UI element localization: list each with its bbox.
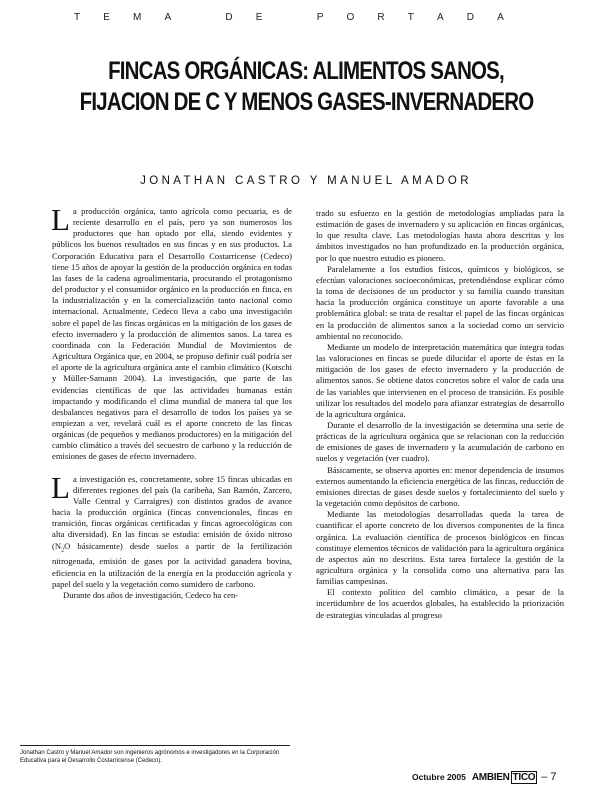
paragraph xyxy=(51,202,292,463)
paragraph: trado su esfuerzo en la gestión de metodologías ampliadas para la estimación de gases de invernadero y su aplicación en fincas orgánicas, lo que resulta clave. Las metodologías hasta ahora descritas y los ámbitos investigados no han profundizado en la producción orgánica, por lo que nuestro estudio es pionero. xyxy=(316,208,564,263)
paragraph: El contexto político del cambio climático, a pesar de la incertidumbre de los acuerdos globales, ha establecido la priorización de estrategias vinculadas al progreso xyxy=(316,587,564,620)
paragraph-text: O básicamente) desde suelos a partir de la fertilización nitrogenada, emisión de gases por la actividad ganadera bovina, eficiencia en la utilización de la energía en la producción agrícola y papel del suelo y la vegetación como sumidero de carbono. xyxy=(52,540,292,589)
paragraph: Durante el desarrollo de la investigación se determina una serie de prácticas de la agricultura orgánica que se relacionan con la reducción de emisiones de gases de invernadero y la acumulación de carbono en suelos y vegetación (ver cuadro). xyxy=(316,419,564,464)
section-letter: T xyxy=(74,12,81,23)
section-letter: T xyxy=(407,12,414,23)
section-letter: A xyxy=(497,12,504,23)
section-label xyxy=(74,12,504,23)
paragraph-text: a producción orgánica, tanto agrícola como pecuaria, es de reciente desarrollo en el país, pero ya son numerosos los productores que han optado por ella, siendo evidentes y públicos los buenos resultados en sus fincas y en sus productos. La Corporación Educativa para el Desarrollo Costarricense (Cedeco) tiene 15 años de apoyar la gestión de la producción orgánica en todas las fases de la cadena agroalimentaria, procurando el protagonismo del productor y el consumidor orgánico en la producción en finca, en la industrialización y en la comercialización tanto nacional como internacional. Actualmente, Cedeco lleva a cabo una investigación sobre el papel de las fincas orgánicas en la mitigación de los gases de efecto invernadero y la producción de alimentos sanos. La tarea es coordinada con la Federación Mundial de Movimientos de Agricultura Orgánica que, en 2004, se propuso definir cuál podría ser el aporte de la agricultura orgánica ante el cambio climático (Kotschi y Müller-Samann 2004). La investigación, que parte de las evidencias científicas de que las actividades humanas están impactando y modificando el clima mundial de manera tal que los desbalances negativos para el desarrollo de todos los países ya se empiezan a ver, revelará cuál es el aporte concreto de las fincas orgánicas (de pequeños y medianos productores) en la mitigación del cambio climático a través del secuestro de carbono y la reducción de emisiones de gases de efecto invernadero. xyxy=(52,206,292,462)
section-letter: A xyxy=(437,12,444,23)
article-title xyxy=(80,56,533,118)
section-letter: O xyxy=(346,12,355,23)
left-column xyxy=(51,202,292,601)
issue-date: Octubre 2005 xyxy=(412,772,466,782)
paragraph: Paralelamente a los estudios físicos, químicos y biológicos, se efectúan valoraciones socioeconómicas, pretendiéndose explicar cómo la toma de decisiones de un productor y su familia cuando transitan hacia la producción orgánica constituye un aporte favorable a una problemática global: se trata de resaltar el papel de las fincas orgánicas en la producción de alimentos sanos a la sociedad como un servicio ambiental no reconocido. xyxy=(316,263,564,341)
section-letter: D xyxy=(466,12,475,23)
author-footnote: Jonathan Castro y Manuel Amador son ingenieros agrónomos e investigadores en la Corporación Educativa para el Desarrollo Costarricense (Cedeco). xyxy=(20,750,280,764)
section-letter: P xyxy=(316,12,324,23)
footnote-divider xyxy=(20,745,290,746)
section-letter: R xyxy=(377,12,385,23)
section-letter: A xyxy=(164,12,172,23)
section-letter: D xyxy=(225,12,233,23)
section-letter: M xyxy=(133,12,142,23)
drop-cap: L xyxy=(51,202,70,237)
page-number: – 7 xyxy=(541,771,557,783)
paragraph: Mediante un modelo de interpretación matemática que integra todas las valoraciones en fincas se puede dilucidar el aporte de éstas en la mitigación de los gases de efecto invernadero y la producción de alimentos sanos. Se obtiene datos concretos sobre el valor de cada una de las variables que intervienen en el proceso de transición. Es posible utilizar los resultados del modelo para afianzar estrategias de desarrollo de la agricultura orgánica. xyxy=(316,341,564,419)
title-line: FIJACION DE C Y MENOS GASES-INVERNADERO xyxy=(79,88,534,116)
paragraph: Durante dos años de investigación, Cedeco ha cen- xyxy=(63,589,239,600)
paragraph: Básicamente, se observa aportes en: menor dependencia de insumos externos aumentando la eficiencia energética de las fincas, reducción de emisiones directas de gases desde suelos y fortalecimiento del suelo y la vegetación como depósitos de carbono. xyxy=(316,464,564,509)
paragraph-text: a investigación es, concretamente, sobre 15 fincas ubicadas en diferentes regiones del país (la caribeña, San Ramón, Zarcero, Valle Central y Carraigres) con distintos grados de avance hacia la producción orgánica (fincas convencionales, fincas en transición, fincas orgánicas certificadas y fincas agroecológicas con alta diversidad). En las fincas se estudia: emisión de óxido nitroso (N xyxy=(52,473,292,551)
title-line: FINCAS ORGÁNICAS: ALIMENTOS SANOS, xyxy=(108,57,504,85)
paragraph xyxy=(51,469,292,590)
magazine-logo xyxy=(472,771,537,784)
page-footer xyxy=(412,771,557,784)
article-authors: JONATHAN CASTRO Y MANUEL AMADOR xyxy=(140,175,472,187)
drop-cap: L xyxy=(51,469,70,505)
magazine-logo-part: AMBIEN xyxy=(471,772,510,783)
paragraph: Mediante las metodologías desarrolladas queda la tarea de cuantificar el aporte concreto de los diversos componentes de la finca orgánica. La evaluación científica de procesos biológicos en fincas constituye elementos técnicos de validación para la agricultura orgánica de aspectos aún no descritos. Esta tarea fortalece la gestión de la agricultura orgánica y la consolida como una alternativa para las familias campesinas. xyxy=(316,509,564,587)
subscript: 2 xyxy=(61,547,65,554)
section-letter: E xyxy=(103,12,110,23)
right-column xyxy=(316,208,564,621)
section-letter: E xyxy=(255,12,263,23)
magazine-logo-part: TICO xyxy=(512,772,536,783)
